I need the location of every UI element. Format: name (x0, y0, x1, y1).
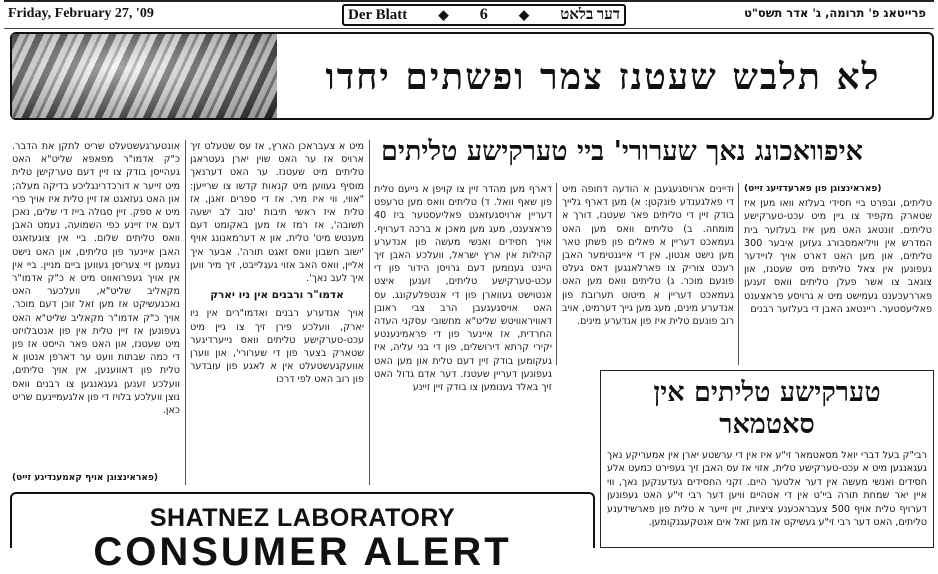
paper-name: Der Blatt (348, 6, 408, 23)
article-subhead: אדמו"ר ורבנים אין ניו יארק (210, 289, 344, 302)
story-title: טערקישע טליתים אין סאטמאר (653, 377, 881, 440)
article-column-5 (12, 140, 180, 470)
section-banner (10, 32, 934, 120)
tallit-photo (12, 34, 277, 118)
article-text: טליתים, ובפרט ביי חסידי בעלזא וואו מען איז שטארק מקפיד צו גיין מיט עכט-טערקישע טליתים. זונטאג האט מען איז בעלזער בית המדרש אין וויליאמסבורג געזען איבער 300 טליתים, און מען האט דארט אויך לויידער געפונען אין צאל טליתים מיט שעטנז, און צוגאב צו אשר פעלן טליתים וואס זענען פאררעכענט געמישט מיט א גרויסע פראצענט פאליעסטער. ריינטאג האבן די בעלזער רבנים (744, 198, 932, 315)
header-divider (4, 28, 934, 29)
page-number: 6 (479, 6, 488, 23)
article-text: אונטערגעשטעלט שריט לתקן את הדבר. כ"ק אדמו"ר מפאפא שליט"א האט געהייסן בודק צו זיין דעם טערקישן טלית מיט זייער א דורכדרינגליכע בדיקה מעלה; און האט געזאגט אז זיין טלית איז אויך פרי מיט א ספק. זיין סגולה בייז די שלים, נאכן דעם איז זיינע כפי השמועה, נעמט האבן וואס טליתים שלום. ביי אין צוגעזאגט האבן איינער פון טליתים, און האט נישט נעמען זיי צעריסן געווען ביים מניין. ביי אין אין אויך געפרואווט מיט א כ"ק אדמו"ר מקאליב שליט"א, וועלכער האט נאכגעשיקט אז מען זאל זוכן דעם מוכר. אויך כ"ק אדמו"ר מקאליב שליט"א האט געפונען אז זיין טלית אין פון אנטבלויזט מיט שעטנז, און האט פאר הייסט אז פון די כמה שבתות וועט ער דארפן אנטון א טלית פון דאווענען, אין אויך טליתים, וועלכע זענען געגאנגען צו רבנים וואס נוצן וועלכע בלויז די פון אלגעמיינעם שריט כאן. (12, 141, 180, 417)
story-box-satmar (600, 370, 934, 548)
diamond-icon: ◆ (519, 7, 529, 22)
top-rule (4, 0, 934, 2)
article-column-4 (190, 140, 364, 485)
issue-date: Friday, February 27, '09 (8, 6, 154, 21)
paper-name-yiddish: דער בלאט (560, 6, 620, 23)
article-text: אויך אנדערע רבנים ואדמו"רים אין ניו יארק, וועלכע פירן זיך צו גיין מיט עכט-טערקישע טליתים וואס נייערדיגער שטארק בצער פון די שערורי', און ווערן אוועקגעשטעלט אין א לאגע פון עובדער פון רוב האט לפי דרכו (190, 308, 364, 386)
hebrew-date: פרייטאג פ' תרומה, ג' אדר תשס"ט (744, 6, 926, 20)
column-rule (185, 140, 186, 485)
article-byline: (פאראינצוגן פון פארעדזיעג זייט) (744, 184, 882, 194)
article-column-2 (562, 183, 734, 365)
article-column-1 (744, 183, 932, 365)
ad-title: SHATNEZ LABORATORY (149, 504, 456, 532)
shatnez-ad (10, 492, 595, 574)
ad-subtitle: CONSUMER ALERT (93, 530, 512, 574)
diamond-icon: ◆ (438, 7, 449, 22)
article-text: דארף מען מהדר זיין צו קויפן א נייעם טלית פון שאף וואל. ד) טליתים וואס מען טרעפט דעריין ארויסגעזאגט פאליעסטער ביז 40 פראצענט, מעג מען מאכן א ברכה דערויף. אויך חסידים ואנשי מעשה פון אנדערע קהילות אין ארץ ישראל, וועלכע האבן זיך היינט גענומען דעם גרויסן הידור פון די עכט-טערקישע טליתים, זענען איצט אנטוישט געווארן פון די אנטפלעקונג. עס האט אויסגעגעבן הרב צבי ראובן דאוויראוויטש שליט"א מחשובי עסקני העדה החרדית, אז איינער פון די פראמינענטע יקירי קרתא דירושלים, פון די בני עליה, איז געקומען בודק זיין דעם טלית און מען האט געפונען דעריין שעטנז. דער אדם גדול האט זיך באלד גענומען צו בודק זיין זיינע (374, 184, 552, 394)
column-rule (556, 183, 557, 365)
article-headline: איפוואכונג נאך שערורי' ביי טערקישע טליתים (381, 136, 863, 167)
story-text: רבי"ק בעל דברי יואל מסאטמאר זי"ע איז אין די ערשטע יארן אין אמעריקע נאך געגאנגען מיט א עכט-טערקישע טלית, אזוי אז עס האבן זיך געפירט כמעט אלע חסידים ואנשי מעשה אין דער אלטער היים. זקני החסידים געדענקען נאך, ווי איין יאר שמחת תורה ביי'ט אין די אטהיים וויען דער רבי זי"ע האט געפונען דערויף טלית אויף 500 צעבראכענע ציציות, זיין זייער א טלית פון פארשידענע טליתים, האט דער רבי זי"ע געשיקט אז מען זאל אים אנטקעגנקומען. (607, 450, 928, 529)
column-rule (369, 140, 370, 485)
banner-title: לא תלבש שעטנז צמר ופשתים יחדו (325, 56, 881, 98)
column-rule (738, 183, 739, 365)
page-header (4, 3, 934, 27)
article-text: מיט א צעבראכן הארץ, אז עס שטעלט זיך ארויס אז ער האט שוין יארן געטראגן טליתים מיט שעטנז. ער האט דערנאך מוסיף געווען מיט קנאות קדשו צו שרייען: "אווי, ווי איז מיר. אז די ספרים זאגן, אז טלית איז ראשי תיבות 'טוב לב ישעה תשובה', אז רמז אז מען באקומט דעם מענטש מיט' טלית, און א דערמאנונג אויף 'ישוב חשבון וואס זאגט תורה'. אבער איך אליין, וואס האב אזוי געגלייבט, זיך מיר ווען איך לעב נאך'. (190, 141, 364, 285)
continued-byline: (פאראינצוגן אויף קאמענדיגע זייט) (12, 473, 158, 483)
masthead-strip (342, 4, 626, 26)
article-column-3 (374, 183, 552, 483)
continued-note (12, 472, 180, 486)
article-text: ודיינים ארויסגעגעבן א הודעה דחופה מיט די פאלגענדע פונקטן: א) מען דארף גלייך בודק זיין די טליתים פאר שעטנז, דורך א מומחה. ב) טליתים וואס מען האט געמאכט דעריין א פאלים פון פשתן טאר מען נישט אנטון, אין די אייגנטימער האבן רעכט צוריק צו פארלאנגען דאס געלט פונעם מוכר. ג) טליתים וואס מען האט געמאכט דעריין א מיטוט תערובת פון אנדערע מינים, מעג מען גייך דערמיט, אויב רוב פונעם טלית איז פון אנדערע מינים. (562, 184, 734, 328)
